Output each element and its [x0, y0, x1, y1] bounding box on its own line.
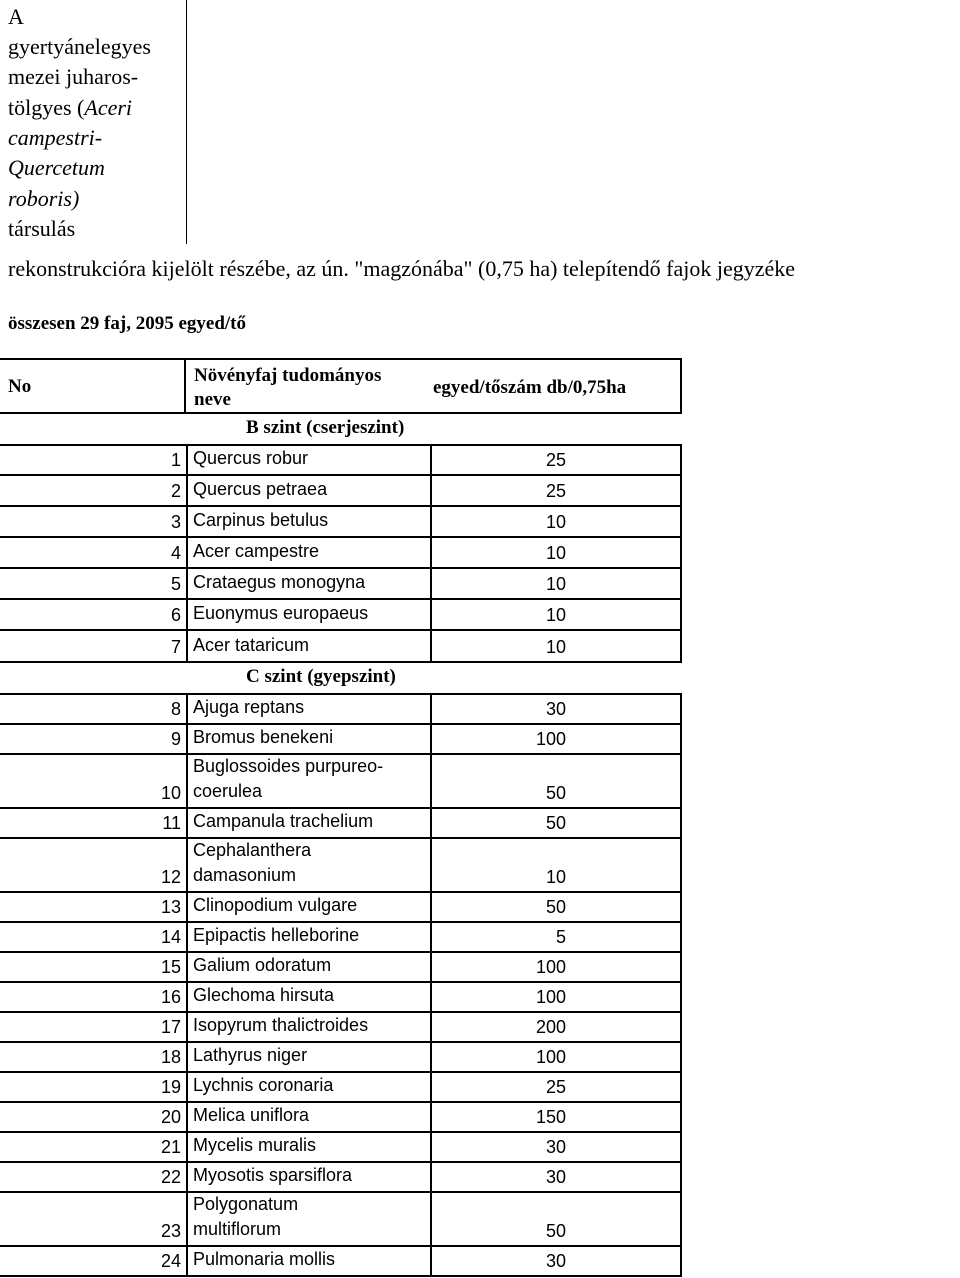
- table-row: [0, 923, 682, 953]
- title-line: tölgyes (Aceri: [8, 95, 133, 120]
- specimen-count: 50: [432, 809, 682, 837]
- specimen-count: 10: [432, 569, 682, 598]
- species-name: Acer campestre: [188, 538, 432, 567]
- title-line: roboris): [8, 186, 80, 211]
- table-row: [0, 476, 682, 507]
- table-row: [0, 839, 682, 893]
- row-number: 15: [0, 953, 188, 981]
- table-row: [0, 809, 682, 839]
- row-number: 19: [0, 1073, 188, 1101]
- specimen-count: 30: [432, 1247, 682, 1275]
- row-number: 16: [0, 983, 188, 1011]
- row-number: 8: [0, 695, 188, 723]
- table-header: [0, 358, 682, 414]
- row-number: 24: [0, 1247, 188, 1275]
- specimen-count: 10: [432, 538, 682, 567]
- species-name: Ajuga reptans: [188, 695, 432, 723]
- table-row: [0, 1073, 682, 1103]
- table-row: [0, 693, 682, 725]
- species-name: Bromus benekeni: [188, 725, 432, 753]
- title-box: [0, 0, 187, 244]
- species-name: Lychnis coronaria: [188, 1073, 432, 1101]
- table-row: [0, 893, 682, 923]
- specimen-count: 100: [432, 983, 682, 1011]
- table-row: [0, 953, 682, 983]
- specimen-count: 100: [432, 953, 682, 981]
- row-number: 2: [0, 476, 188, 505]
- species-name: Epipactis helleborine: [188, 923, 432, 951]
- table-row: [0, 1163, 682, 1193]
- table-row: [0, 755, 682, 809]
- table-row: [0, 444, 682, 476]
- row-number: 14: [0, 923, 188, 951]
- row-number: 4: [0, 538, 188, 567]
- row-number: 5: [0, 569, 188, 598]
- species-name: Polygonatum multiflorum: [188, 1193, 432, 1245]
- specimen-count: 200: [432, 1013, 682, 1041]
- table-row: [0, 725, 682, 755]
- table-row: [0, 538, 682, 569]
- species-name: Melica uniflora: [188, 1103, 432, 1131]
- row-number: 7: [0, 631, 188, 661]
- species-name: Mycelis muralis: [188, 1133, 432, 1161]
- table-row: [0, 569, 682, 600]
- table-row: [0, 983, 682, 1013]
- row-number: 21: [0, 1133, 188, 1161]
- specimen-count: 100: [432, 725, 682, 753]
- species-name: Quercus petraea: [188, 476, 432, 505]
- species-name: Isopyrum thalictroides: [188, 1013, 432, 1041]
- specimen-count: 30: [432, 1133, 682, 1161]
- header-species: Növényfaj tudományos neve: [194, 365, 382, 410]
- section-rows: [0, 444, 682, 663]
- specimen-count: 5: [432, 923, 682, 951]
- table-row: [0, 631, 682, 663]
- specimen-count: 30: [432, 695, 682, 723]
- specimen-count: 30: [432, 1163, 682, 1191]
- header-count: egyed/tőszám db/0,75ha: [433, 377, 627, 398]
- title-line: A: [8, 4, 24, 29]
- specimen-count: 50: [432, 755, 682, 807]
- species-name: Euonymus europaeus: [188, 600, 432, 629]
- table-row: [0, 1247, 682, 1277]
- species-name: Acer tataricum: [188, 631, 432, 661]
- table-row: [0, 1193, 682, 1247]
- species-total: összesen 29 faj, 2095 egyed/tő: [8, 313, 246, 334]
- section-rows: [0, 693, 682, 1277]
- specimen-count: 50: [432, 893, 682, 921]
- specimen-count: 25: [432, 446, 682, 474]
- specimen-count: 50: [432, 1193, 682, 1245]
- species-name: Clinopodium vulgare: [188, 893, 432, 921]
- section-header: B szint (cserjeszint): [246, 417, 405, 438]
- specimen-count: 10: [432, 600, 682, 629]
- row-number: 20: [0, 1103, 188, 1131]
- row-number: 12: [0, 839, 188, 891]
- species-name: Campanula trachelium: [188, 809, 432, 837]
- species-table: [0, 358, 682, 1277]
- row-number: 22: [0, 1163, 188, 1191]
- row-number: 17: [0, 1013, 188, 1041]
- row-number: 6: [0, 600, 188, 629]
- section-header: C szint (gyepszint): [246, 666, 396, 687]
- specimen-count: 25: [432, 1073, 682, 1101]
- row-number: 18: [0, 1043, 188, 1071]
- species-name: Galium odoratum: [188, 953, 432, 981]
- table-row: [0, 600, 682, 631]
- row-number: 10: [0, 755, 188, 807]
- row-number: 11: [0, 809, 188, 837]
- table-row: [0, 1103, 682, 1133]
- specimen-count: 10: [432, 507, 682, 536]
- table-row: [0, 1133, 682, 1163]
- table-row: [0, 1013, 682, 1043]
- species-name: Myosotis sparsiflora: [188, 1163, 432, 1191]
- row-number: 13: [0, 893, 188, 921]
- row-number: 23: [0, 1193, 188, 1245]
- specimen-count: 100: [432, 1043, 682, 1071]
- species-name: Lathyrus niger: [188, 1043, 432, 1071]
- species-name: Quercus robur: [188, 446, 432, 474]
- title-line: gyertyánelegyes: [8, 34, 151, 59]
- specimen-count: 25: [432, 476, 682, 505]
- species-name: Cephalanthera damasonium: [188, 839, 432, 891]
- specimen-count: 150: [432, 1103, 682, 1131]
- title-line: Quercetum: [8, 155, 105, 180]
- specimen-count: 10: [432, 631, 682, 661]
- table-row: [0, 507, 682, 538]
- species-name: Pulmonaria mollis: [188, 1247, 432, 1275]
- species-name: Carpinus betulus: [188, 507, 432, 536]
- title-line: mezei juharos-: [8, 64, 139, 89]
- title-line: társulás: [8, 216, 76, 241]
- row-number: 9: [0, 725, 188, 753]
- species-name: Buglossoides purpureo- coerulea: [188, 755, 432, 807]
- species-name: Crataegus monogyna: [188, 569, 432, 598]
- table-row: [0, 1043, 682, 1073]
- header-no: No: [8, 376, 32, 397]
- row-number: 1: [0, 446, 188, 474]
- row-number: 3: [0, 507, 188, 536]
- title-line: campestri-: [8, 125, 103, 150]
- intro-text: rekonstrukcióra kijelölt részébe, az ún. "magzónába" (0,75 ha) telepítendő fajok jegyzéke: [8, 256, 796, 281]
- specimen-count: 10: [432, 839, 682, 891]
- species-name: Glechoma hirsuta: [188, 983, 432, 1011]
